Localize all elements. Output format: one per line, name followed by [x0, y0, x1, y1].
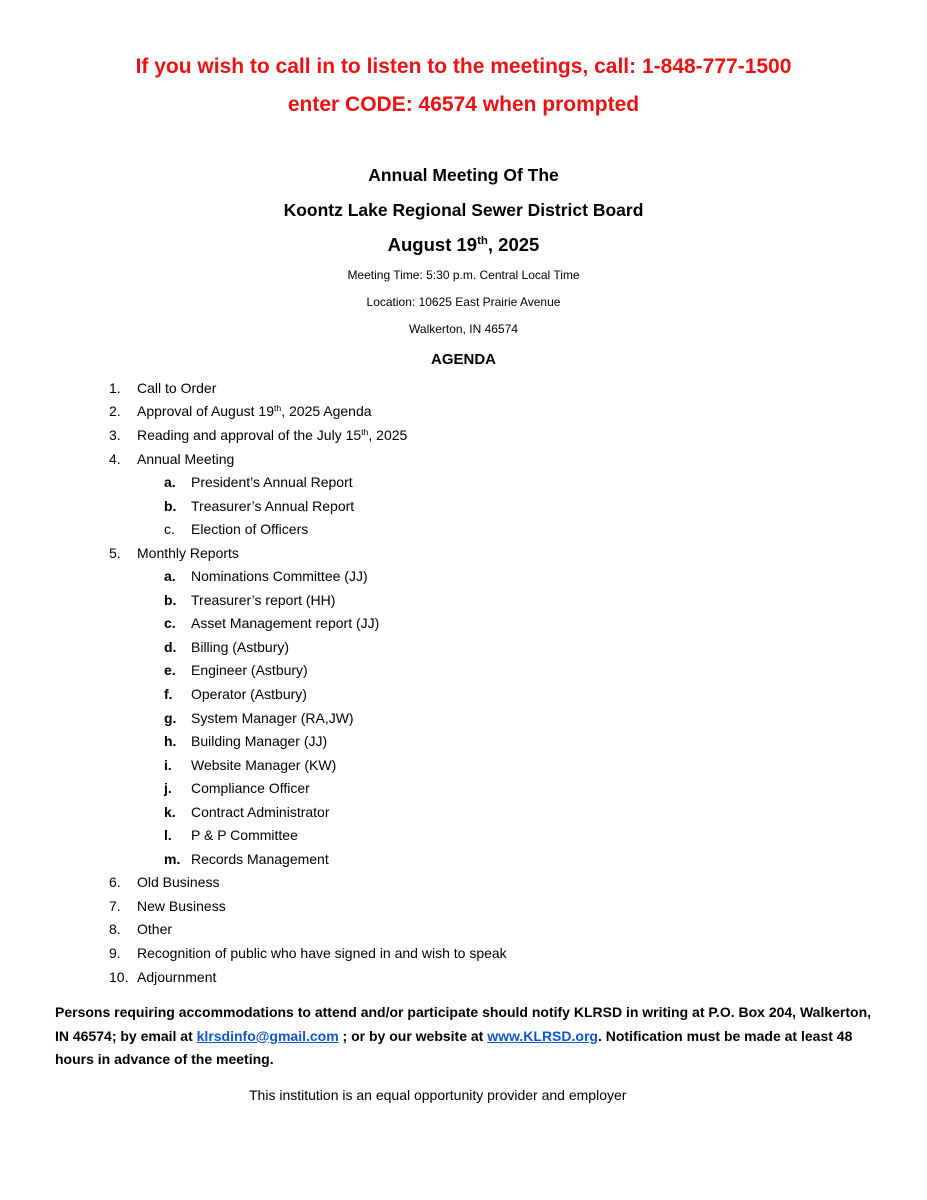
subitem-letter: a.	[164, 474, 176, 490]
subitem-text: System Manager (RA,JW)	[191, 710, 354, 726]
subitem-letter: g.	[164, 710, 177, 726]
agenda-item-number: 10.	[109, 969, 129, 985]
date-month: August 19	[387, 234, 478, 255]
agenda-item-number: 9.	[109, 945, 121, 961]
call-in-code: enter CODE: 46574 when prompted	[287, 93, 640, 116]
subitem-text: Treasurer’s report (HH)	[191, 592, 336, 608]
agenda-heading: AGENDA	[430, 351, 496, 368]
subitem-letter: f.	[164, 686, 173, 702]
subitem-text: Records Management	[191, 851, 329, 867]
ordinal-suffix: th	[361, 426, 369, 437]
date-suffix: th	[477, 235, 488, 248]
agenda-item-text-part: Approval of August 19	[137, 403, 274, 419]
date-year: , 2025	[487, 234, 540, 255]
meeting-date	[0, 234, 927, 256]
subitem-letter: a.	[164, 568, 176, 584]
notice-text: . Notification must be made at least 48 hours in advance of the meeting.	[55, 1027, 853, 1067]
agenda-item-text: Monthly Reports	[137, 545, 239, 561]
subitem-text: Nominations Committee (JJ)	[191, 568, 368, 584]
subitem-text: Website Manager (KW)	[191, 757, 337, 773]
agenda-item-text	[137, 403, 372, 419]
agenda-item-text: Recognition of public who have signed in and wish to speak	[137, 945, 507, 961]
subitem-letter: i.	[164, 757, 172, 773]
agenda-item-number: 5.	[109, 545, 121, 561]
subitem-text: Election of Officers	[191, 521, 309, 537]
subitem-text: Compliance Officer	[191, 780, 310, 796]
agenda-item-number: 8.	[109, 921, 121, 937]
subitem-letter: h.	[164, 733, 177, 749]
subitem-letter: j.	[164, 780, 172, 796]
subitem-text: Treasurer’s Annual Report	[191, 498, 355, 514]
agenda-item-text: Old Business	[137, 874, 220, 890]
agenda-item-number: 4.	[109, 451, 121, 467]
subitem-text: Asset Management report (JJ)	[191, 615, 380, 631]
website-link[interactable]: www.KLRSD.org	[487, 1027, 598, 1044]
agenda-item-number: 3.	[109, 427, 121, 443]
agenda-item-text-part: , 2025 Agenda	[281, 403, 372, 419]
agenda-item-number: 7.	[109, 898, 121, 914]
agenda-item-text: Adjournment	[137, 969, 217, 985]
agenda-item-text: New Business	[137, 898, 226, 914]
subitem-text: Contract Administrator	[191, 804, 330, 820]
meeting-city: Walkerton, IN 46574	[409, 322, 518, 336]
subitem-text: Billing (Astbury)	[191, 639, 290, 655]
agenda-item-number: 2.	[109, 403, 121, 419]
agenda-item-number: 6.	[109, 874, 121, 890]
subitem-letter: k.	[164, 804, 176, 820]
agenda-item-text: Annual Meeting	[137, 451, 235, 467]
email-link[interactable]: klrsdinfo@gmail.com	[196, 1027, 339, 1044]
agenda-item-number: 1.	[109, 380, 121, 396]
call-in-notice: If you wish to call in to listen to the meetings, call: 1-848-777-1500	[135, 55, 792, 78]
agenda-item-text: Call to Order	[137, 380, 217, 396]
subitem-letter: b.	[164, 592, 177, 608]
subitem-letter: l.	[164, 827, 172, 843]
subitem-letter: c.	[164, 521, 175, 537]
equal-opportunity-statement: This institution is an equal opportunity provider and employer	[249, 1087, 627, 1103]
subitem-text: President’s Annual Report	[191, 474, 353, 490]
subitem-text: Engineer (Astbury)	[191, 662, 308, 678]
agenda-item-text: Other	[137, 921, 173, 937]
meeting-time: Meeting Time: 5:30 p.m. Central Local Time	[347, 268, 580, 282]
meeting-title: Annual Meeting Of The	[368, 165, 559, 185]
ordinal-suffix: th	[274, 402, 282, 413]
agenda-item-text-part: Reading and approval of the July 15	[137, 427, 362, 443]
accommodation-notice	[55, 1001, 875, 1072]
agenda-item-text-part: , 2025	[368, 427, 408, 443]
subitem-text: Building Manager (JJ)	[191, 733, 328, 749]
notice-text: Persons requiring accommodations to attend and/or participate should notify KLRSD in writing at P.O. Box 204, Walkerton, IN 46574; by email at	[55, 1004, 872, 1044]
agenda-item-text	[137, 427, 407, 443]
subitem-letter: d.	[164, 639, 177, 655]
subitem-text: P & P Committee	[191, 827, 298, 843]
notice-text: ; or by our website at	[338, 1027, 488, 1044]
subitem-text: Operator (Astbury)	[191, 686, 307, 702]
board-name: Koontz Lake Regional Sewer District Board	[283, 200, 644, 220]
meeting-location: Location: 10625 East Prairie Avenue	[366, 295, 561, 309]
subitem-letter: m.	[164, 851, 181, 867]
subitem-letter: c.	[164, 615, 176, 631]
subitem-letter: e.	[164, 662, 176, 678]
subitem-letter: b.	[164, 498, 177, 514]
